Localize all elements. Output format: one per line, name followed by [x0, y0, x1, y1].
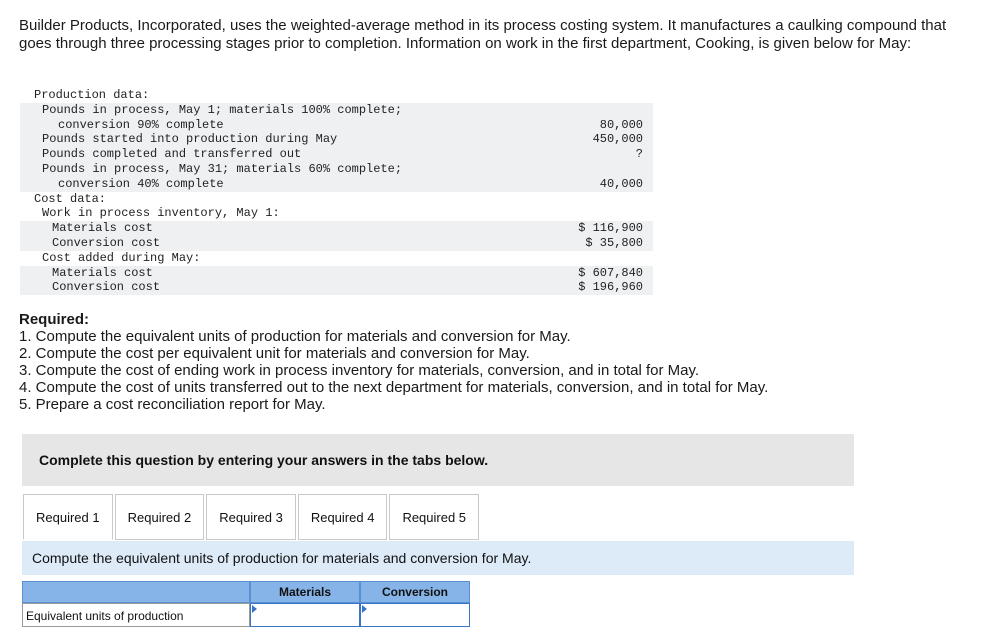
data-row-label: Cost data: [20, 192, 532, 207]
data-row-label: Cost added during May: [20, 251, 532, 266]
required-section [19, 311, 919, 413]
data-row [20, 236, 653, 251]
table-row [22, 603, 470, 627]
data-row [20, 132, 653, 147]
data-row-value [532, 162, 653, 177]
input-marker-icon [252, 605, 257, 613]
data-row-label: Production data: [20, 88, 532, 103]
materials-equivalent-units-input[interactable] [251, 604, 359, 626]
data-row-label: conversion 40% complete [20, 177, 532, 192]
data-row [20, 103, 653, 118]
required-item: 1. Compute the equivalent units of production for materials and conversion for May. [19, 328, 571, 345]
data-row [20, 147, 653, 162]
data-row-label: Pounds in process, May 31; materials 60% complete; [20, 162, 532, 177]
tab-required-1[interactable]: Required 1 [23, 494, 113, 540]
data-row-label: Pounds in process, May 1; materials 100% complete; [20, 103, 532, 118]
instructions-banner: Complete this question by entering your answers in the tabs below. [22, 434, 854, 486]
data-row [20, 177, 653, 192]
materials-header: Materials [250, 581, 360, 603]
production-cost-data-table [20, 88, 653, 295]
data-row-label: Pounds started into production during May [20, 132, 532, 147]
data-row [20, 206, 653, 221]
tab-required-2[interactable]: Required 2 [115, 494, 205, 540]
data-row-value [532, 251, 653, 266]
data-row-label: Pounds completed and transferred out [20, 147, 532, 162]
data-row [20, 118, 653, 133]
input-marker-icon [362, 605, 367, 613]
data-row-label: Work in process inventory, May 1: [20, 206, 532, 221]
tab-instruction: Compute the equivalent units of production for materials and conversion for May. [22, 541, 854, 575]
data-row [20, 266, 653, 281]
data-row-value: $ 607,840 [532, 266, 653, 281]
data-row-value: 40,000 [532, 177, 653, 192]
required-item: 5. Prepare a cost reconciliation report for May. [19, 396, 326, 413]
data-row [20, 221, 653, 236]
data-row-label: Materials cost [20, 266, 532, 281]
required-item: 3. Compute the cost of ending work in process inventory for materials, conversion, and in total for May. [19, 362, 700, 379]
data-row-value [532, 103, 653, 118]
required-title: Required: [19, 311, 90, 328]
header-blank-cell [22, 581, 250, 603]
tab-required-4[interactable]: Required 4 [298, 494, 388, 540]
data-row-label: conversion 90% complete [20, 118, 532, 133]
data-row-label: Conversion cost [20, 280, 532, 295]
row-label-equivalent-units: Equivalent units of production [22, 603, 250, 627]
data-row-value: $ 196,960 [532, 280, 653, 295]
data-row [20, 280, 653, 295]
required-tabs [23, 494, 481, 540]
data-row-value: $ 35,800 [532, 236, 653, 251]
data-row-value: 450,000 [532, 132, 653, 147]
problem-intro: Builder Products, Incorporated, uses the weighted-average method in its process costing system. It manufactures a caulking compound that goes through three processing stages prior to completion. Information on work in the first department, Cooking, is given below for May: [19, 17, 947, 52]
required-item: 4. Compute the cost of units transferred out to the next department for materials, conversion, and in total for May. [19, 379, 769, 396]
data-row-label: Materials cost [20, 221, 532, 236]
tab-required-3[interactable]: Required 3 [206, 494, 296, 540]
data-row-value: ? [532, 147, 653, 162]
data-row-value [532, 192, 653, 207]
answer-table-header [22, 581, 470, 603]
data-row-value: 80,000 [532, 118, 653, 133]
data-row [20, 251, 653, 266]
tab-required-5[interactable]: Required 5 [389, 494, 479, 540]
required-item: 2. Compute the cost per equivalent unit for materials and conversion for May. [19, 345, 530, 362]
conversion-equivalent-units-input[interactable] [361, 604, 469, 626]
data-row-value [532, 206, 653, 221]
data-row [20, 88, 653, 103]
data-row-value [532, 88, 653, 103]
conversion-header: Conversion [360, 581, 470, 603]
answer-table [22, 581, 470, 627]
materials-cell [250, 603, 360, 627]
data-row [20, 162, 653, 177]
data-row-label: Conversion cost [20, 236, 532, 251]
data-row-value: $ 116,900 [532, 221, 653, 236]
conversion-cell [360, 603, 470, 627]
data-row [20, 192, 653, 207]
